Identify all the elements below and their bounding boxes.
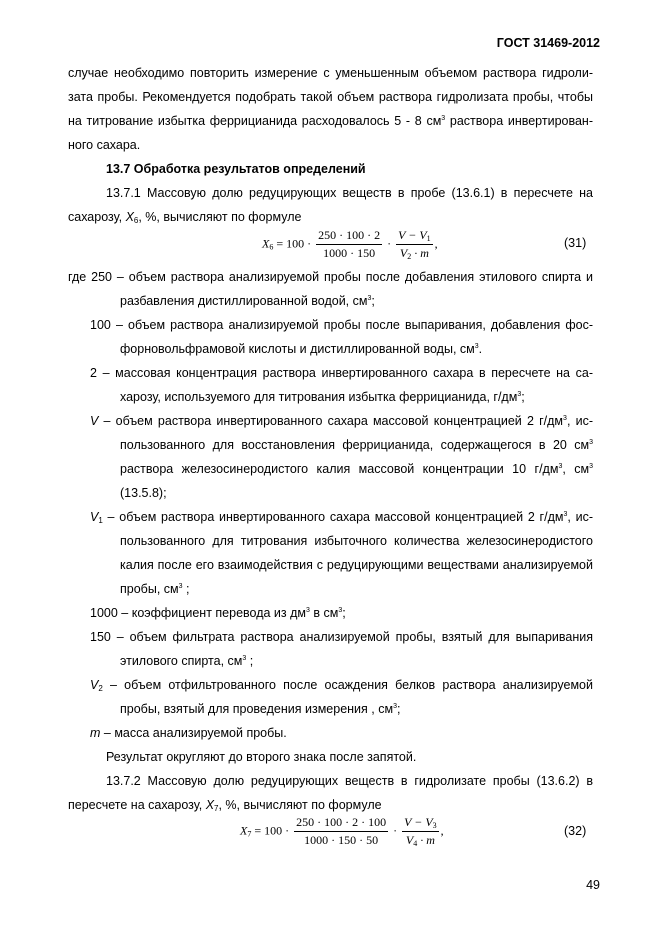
formula-31-fraction-1: $\frac{250 \cdot 100 \cdot 2}{1000 \cdot 150}$ [318, 228, 381, 260]
def-v-line-3: раствора железосинеродистого калия массовой концентрации 10 $г/дм^3$, $см^3$ [120, 462, 593, 476]
def-1000: 1000 – коэффициент перевода из $дм^3$ в $см^3$; [90, 606, 346, 620]
def-150-line-1: 150 – объем фильтрата раствора анализируемой пробы, взятый для выпаривания [90, 630, 593, 644]
p1371-line-1: 13.7.1 Массовую долю редуцирующих веществ в пробе (13.6.1) в пересчете на [106, 186, 593, 200]
def-v1-line-4: пробы, $см^3$ ; [120, 582, 190, 596]
def-100-line-2: форновольфрамовой кислоты и дистиллированной воды, $см^3$. [120, 342, 483, 356]
def-100-line-1: 100 – объем раствора анализируемой пробы после выпаривания, добавления фос- [90, 318, 593, 332]
def-250-line-1: где 250 – объем раствора анализируемой пробы после добавления этилового спирта и [68, 270, 593, 284]
formula-31: $X_6 = 100$ · $\frac{250 \cdot 100 \cdot 2}{1000 \cdot 150}$ · $\frac{V - V_1}{V_2 \cdot m}$ , [262, 228, 438, 261]
formula-32-fraction-1: $\frac{250 \cdot 100 \cdot 2 \cdot 100}{1000 \cdot 150 \cdot 50}$ [296, 815, 387, 847]
p1372-line-1: 13.7.2 Массовую долю редуцирующих веществ в гидролизате пробы (13.6.2) в [106, 774, 593, 788]
def-150-line-2: этилового спирта, $см^3$ ; [120, 654, 254, 668]
intro-line-2: зата пробы. Рекомендуется подобрать такой объем раствора гидролизата пробы, чтобы [68, 90, 593, 104]
intro-line-3: на титрование избытка феррицианида расходовалось 5 - 8 $см^3$ раствора инвертирован- [68, 114, 593, 128]
def-v2-line-2: пробы, взятый для проведения измерения , $см^3$; [120, 702, 401, 716]
def-v2-line-1: $V_2$ – объем отфильтрованного после осаждения белков раствора анализируемой [90, 678, 593, 693]
def-m: m – масса анализируемой пробы. [90, 726, 287, 740]
formula-32-fraction-2: $\frac{V - V_3}{V_4 \cdot m}$ [404, 815, 437, 848]
def-v-line-1: V – объем раствора инвертированного сахара массовой концентрацией 2 $г/дм^3$, ис- [90, 414, 593, 428]
def-2-line-1: 2 – массовая концентрация раствора инвертированного сахара в пересчете на са- [90, 366, 593, 380]
formula-31-fraction-2: $\frac{V - V_1}{V_2 \cdot m}$ [398, 228, 431, 261]
formula-31-number: (31) [564, 236, 587, 250]
formula-32-number: (32) [564, 824, 587, 838]
intro-line-1: случае необходимо повторить измерение с уменьшенным объемом раствора гидроли- [68, 66, 593, 80]
intro-line-4: ного сахара. [68, 138, 141, 152]
def-250-line-2: разбавления дистиллированной водой, $см^3$; [120, 294, 375, 308]
def-v1-line-1: $V_1$ – объем раствора инвертированного сахара массовой концентрацией 2 $г/дм^3$, ис- [90, 510, 593, 525]
document-header: ГОСТ 31469-2012 [496, 36, 600, 50]
def-v-line-4: (13.5.8); [120, 486, 167, 500]
rounding-note: Результат округляют до второго знака после запятой. [106, 750, 417, 764]
section-title: 13.7 Обработка результатов определений [106, 162, 366, 176]
def-v-line-2: пользованного для восстановления феррицианида, содержащегося в 20 $см^3$ [120, 438, 593, 452]
def-v1-line-2: пользованного для титрования избыточного количества железосинеродистого [120, 534, 593, 548]
formula-32: $X_7 = 100$ · $\frac{250 \cdot 100 \cdot 2 \cdot 100}{1000 \cdot 150 \cdot 50}$ · $\frac{V - V_3}{V_4 \cdot m}$ , [240, 815, 444, 848]
def-v1-line-3: калия после его взаимодействия с редуцирующими веществами анализируемой [120, 558, 593, 572]
def-2-line-2: харозу, используемого для титрования избытка феррицианида, $г/дм^3$; [120, 390, 525, 404]
p1371-line-2: сахарозу, $X_6$, %, вычисляют по формуле [68, 210, 302, 225]
p1372-line-2: пересчете на сахарозу, $X_7$, %, вычисляют по формуле [68, 798, 382, 813]
page-number: 49 [586, 878, 600, 892]
